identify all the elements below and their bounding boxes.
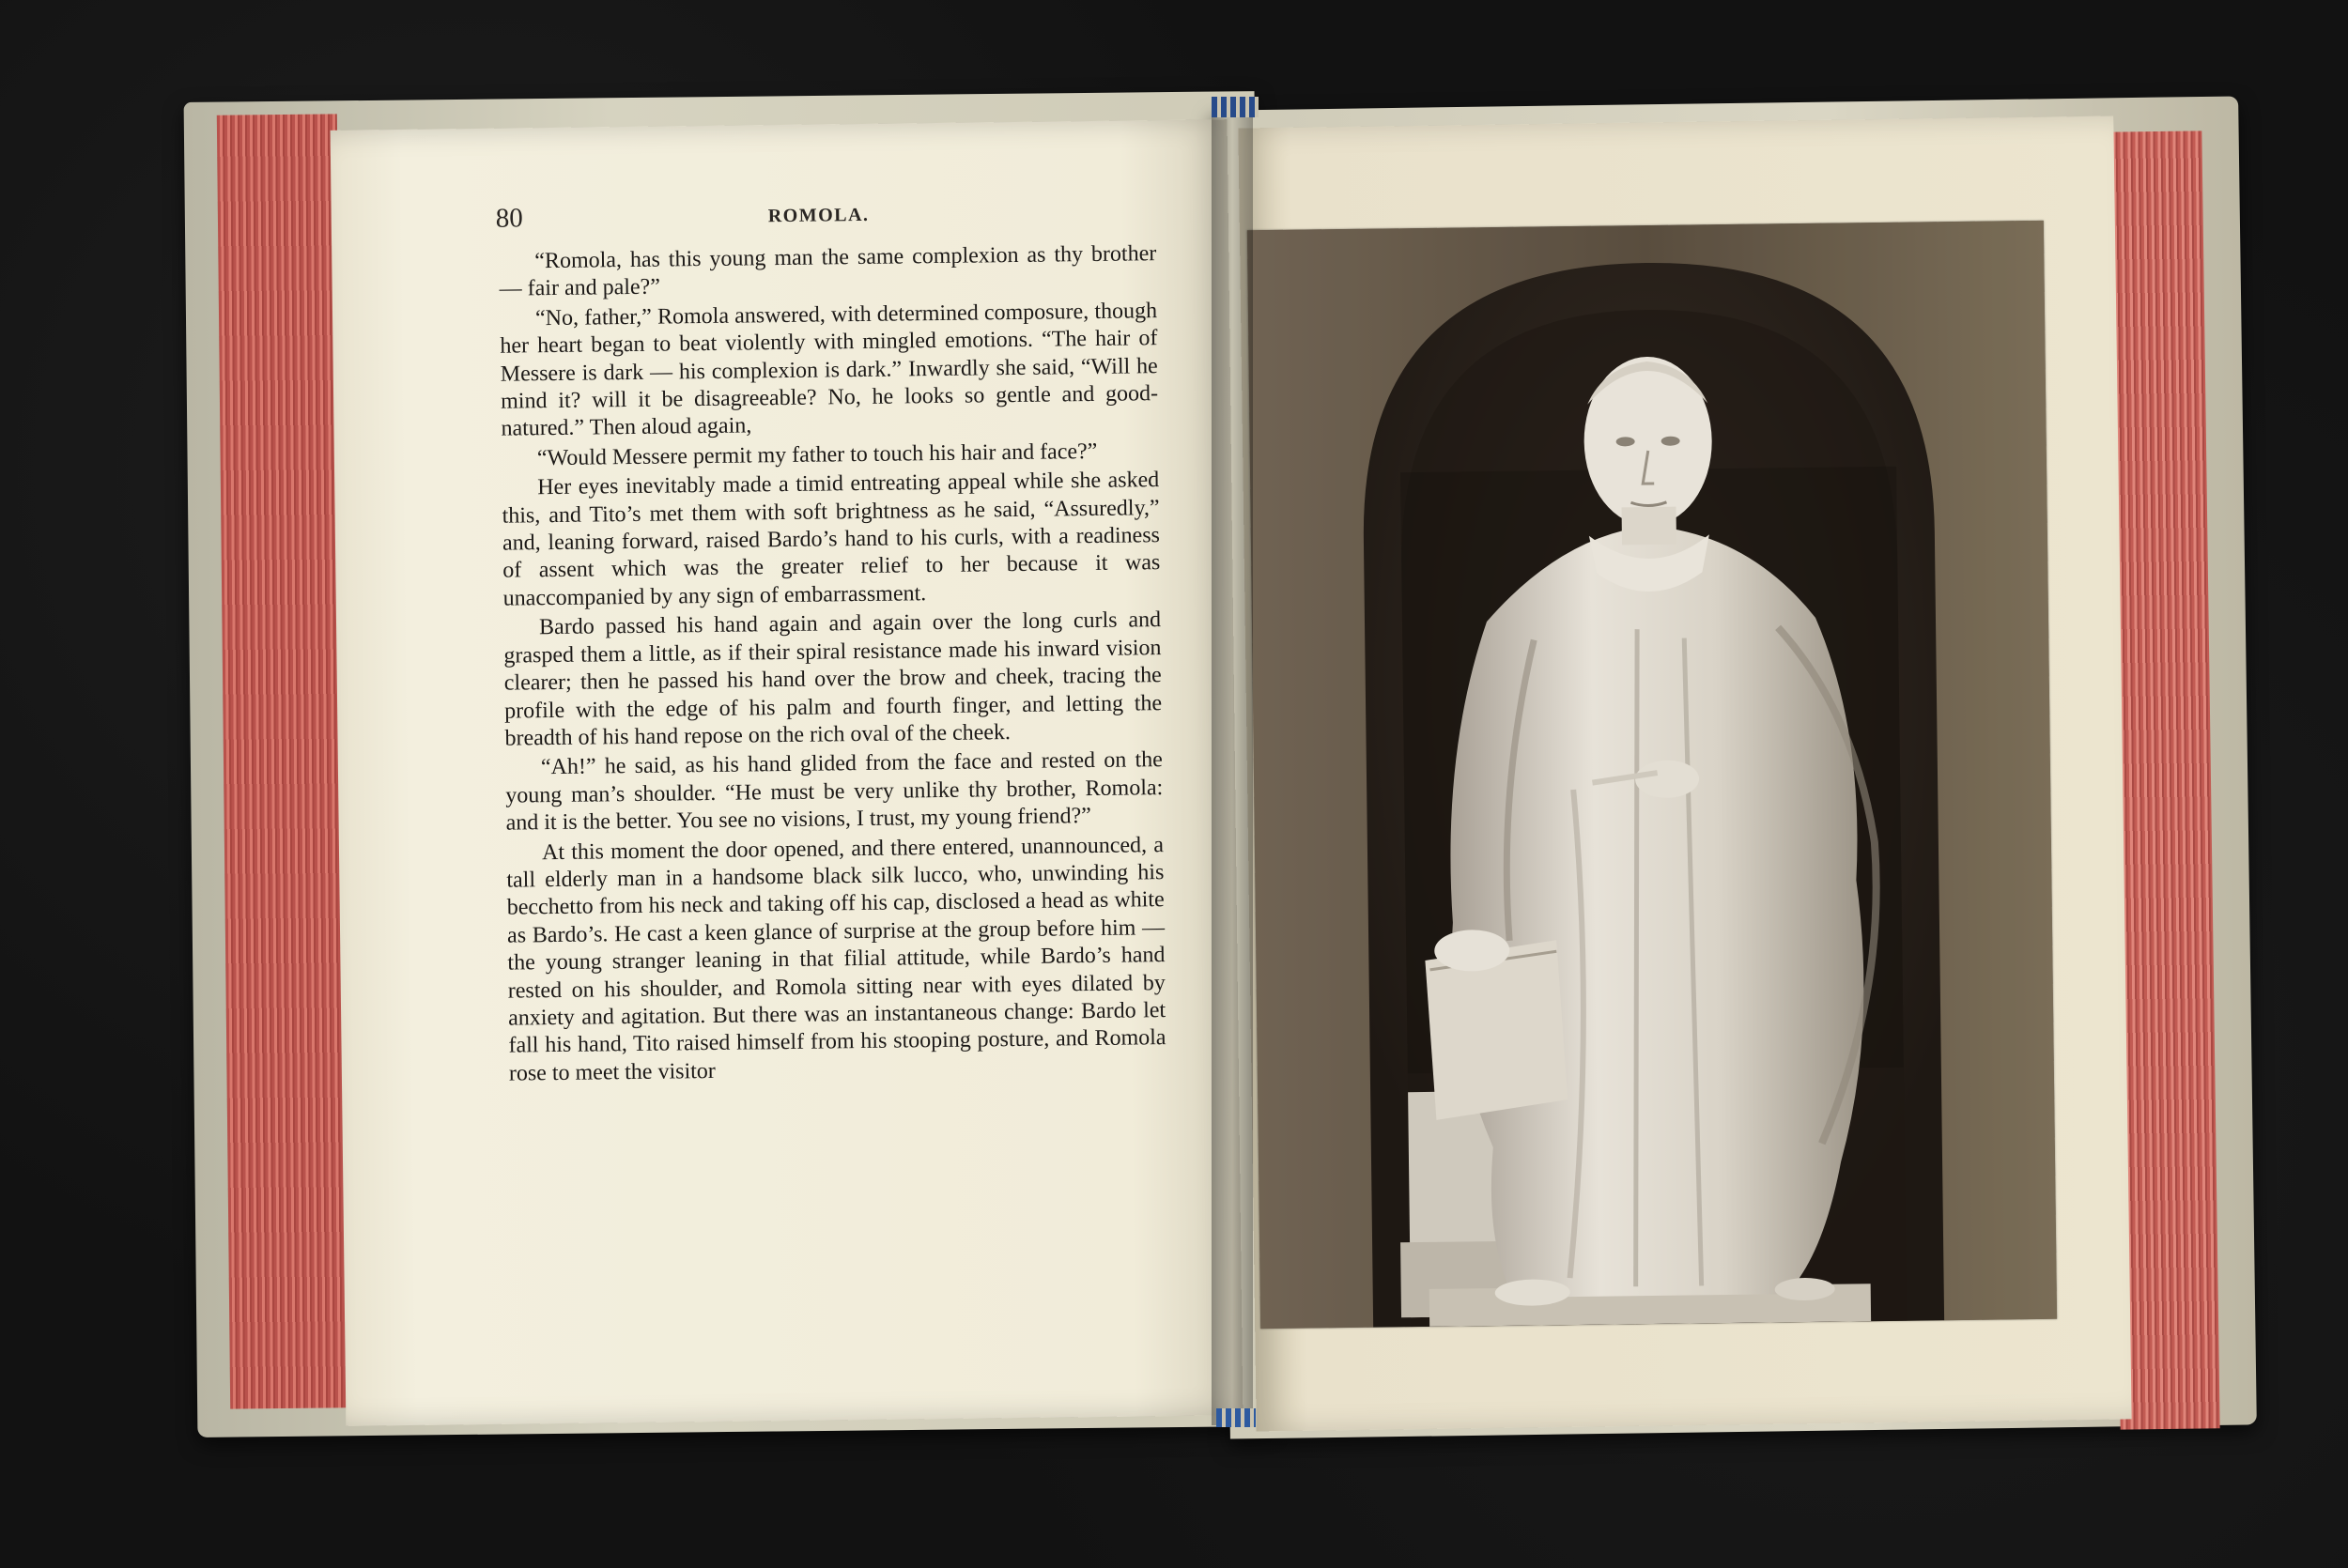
paragraph: “Romola, has this young man the same complexion as thy brother — fair and pale?” [499, 241, 1157, 302]
paragraph: Bardo passed his hand again and again over the long curls and grasped them a little, as if their spiral resistance made his inward vision clearer; then he passed his hand over the brow and cheek, tracing the profile with the edge of his palm and fourth finger, and letting the breadth of his hand repose on the rich oval of the cheek. [503, 607, 1163, 751]
left-page [331, 119, 1244, 1426]
headband [1212, 97, 1259, 117]
page-number: 80 [495, 203, 523, 234]
left-page-edges [217, 114, 350, 1408]
body-text [499, 240, 1166, 1090]
statue-photograph [1247, 221, 2057, 1329]
tailband [1216, 1408, 1256, 1427]
statue-illustration [1247, 221, 2057, 1329]
page-header [496, 195, 1172, 241]
running-head: ROMOLA. [767, 204, 870, 227]
paragraph: At this moment the door opened, and there entered, unannounced, a tall elderly man in a handsome black silk lucco, who, unwinding his becchetto from his neck and taking off his cap, disclosed a head as white as Bardo’s. He cast a keen glance of surprise at the group before him — the young stranger leaning in that filial attitude, while Bardo’s hand rested on his shoulder, and Romola sitting near with eyes dilated by anxiety and agitation. But there was an instantaneous change: Bardo let fall his hand, Tito raised himself from his stooping posture, and Romola rose to meet the visitor [506, 832, 1166, 1086]
paragraph: “Ah!” he said, as his hand glided from the face and rested on the young man’s shoulder. “He must be very unlike thy brother, Romola: and it is the better. You see no visions, I trust, my young friend?” [505, 747, 1164, 836]
book-gutter [1212, 101, 1253, 1425]
paragraph: “No, father,” Romola answered, with determined composure, though her heart began to beat violently with mingled emotions. “The hair of Messere is dark — his complexion is dark.” Inwardly she said, “Will he mind it? will it be disagreeable? No, he looks so gentle and good-natured.” Then aloud again, [500, 298, 1159, 442]
paragraph: “Would Messere permit my father to touch his hair and face?” [536, 438, 1098, 471]
paragraph: Her eyes inevitably made a timid entreating appeal while she asked this, and Tito’s met them with soft brightness as he said, “Assuredly,” and, leaning forward, raised Bardo’s hand to his curls, with a readiness of assent which was the greater relief to her because it was unaccompanied by any sign of embarrassment. [502, 468, 1161, 611]
